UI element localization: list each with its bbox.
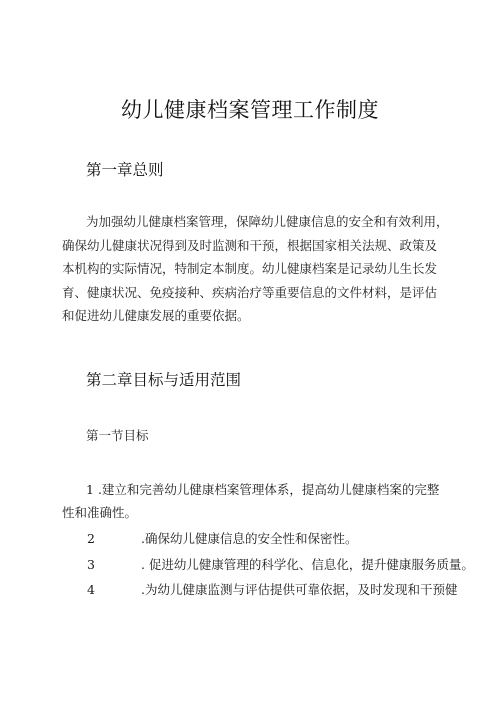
document-title: 幼儿健康档案管理工作制度 — [121, 98, 379, 122]
list-item-number: 3 — [87, 557, 95, 572]
list-item-2 — [62, 527, 462, 551]
paragraph-line: 和促进幼儿健康发展的重要依据。 — [62, 308, 250, 323]
list-item-number: 1 — [86, 482, 94, 497]
paragraph-line: 育、健康状况、免疫接种、疾病治疗等重要信息的文件材料，是评估 — [62, 284, 438, 300]
paragraph-line: 为加强幼儿健康档案管理，保障幼儿健康信息的安全和有效利用， — [86, 214, 449, 229]
chapter-2-heading: 第二章目标与适用范围 — [86, 371, 242, 389]
list-item-1 — [62, 478, 462, 502]
list-item-4 — [62, 578, 462, 602]
list-item-text: . 促进幼儿健康管理的科学化、信息化，提升健康服务质量。 — [140, 557, 474, 572]
list-item-text: .确保幼儿健康信息的安全性和保密性。 — [140, 531, 358, 546]
chapter-1-heading: 第一章总则 — [86, 161, 164, 179]
section-1-heading: 第一节目标 — [86, 428, 149, 443]
paragraph-line: 确保幼儿健康状况得到及时监测和干预，根据国家相关法规、政策及 — [62, 237, 438, 253]
list-item-number: 2 — [87, 531, 95, 546]
list-item-number: 4 — [87, 582, 95, 597]
list-item-text: .为幼儿健康监测与评估提供可靠依据，及时发现和干预健 — [140, 582, 458, 597]
list-item-text: 性和准确性。 — [62, 505, 138, 520]
paragraph-line: 本机构的实际情况，特制定本制度。幼儿健康档案是记录幼儿生长发 — [62, 261, 438, 276]
list-item-3 — [62, 553, 474, 577]
chapter-1-paragraph — [62, 210, 452, 328]
list-item-text: .建立和完善幼儿健康档案管理体系，提高幼儿健康档案的完整 — [97, 482, 440, 497]
list-item-1-continuation — [62, 501, 462, 525]
